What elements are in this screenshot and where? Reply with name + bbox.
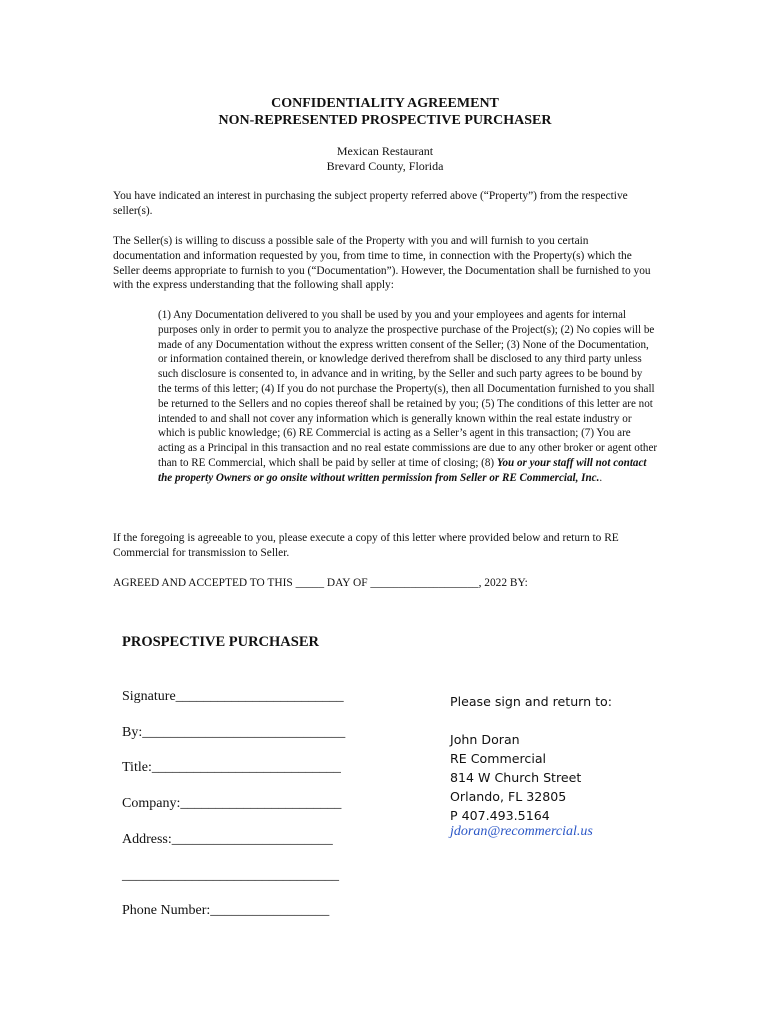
purchaser-heading: PROSPECTIVE PURCHASER — [122, 634, 319, 650]
contact-company: RE Commercial — [450, 751, 547, 766]
conditions-text: (1) Any Documentation delivered to you shall be used by you and your employees and agents for internal purposes only in order to permit you to analyze the prospective purchase of the Project(s); (2) No copies will be made of any Documentation without the express written consent of the Seller; (3) None of the Documentation, or information contained therein, or knowledge derived therefrom shall be disclosed to any third party unless such disclosure is consented to, in advance and in writing, by the Seller and such party agrees to be bound by the terms of this letter; (4) If you do not purchase the Property(s), then all Documentation furnished to you shall be returned to the Sellers and no copies thereof shall be retained by you; (5) The conditions of this letter are not intended to and shall not cover any information which is generally known within the real estate industry or which is public knowledge; (6) RE Commercial is acting as a Seller’s agent in this transaction; (7) You are acting as a Principal in this transaction and no real estate commissions are due to any other broker or agent other than to RE Commercial, which shall be paid by seller at time of closing; (8) — [158, 309, 658, 469]
address-line-2-field[interactable]: _______________________________ — [122, 868, 339, 883]
contact-phone: P 407.493.5164 — [450, 808, 550, 823]
conditions-emphasis: You or your staff will not contact the property Owners or go onsite without written permission from Seller or RE Commercial, Inc. — [158, 456, 647, 484]
property-name: Mexican Restaurant — [336, 144, 434, 158]
execute-paragraph: If the foregoing is agreeable to you, please execute a copy of this letter where provided below and return to RE Commercial for transmission to Seller. — [113, 532, 619, 559]
contact-email-link[interactable]: jdoran@recommercial.us — [450, 824, 593, 839]
title-field[interactable]: Title:___________________________ — [122, 760, 341, 775]
company-field[interactable]: Company:_______________________ — [122, 796, 342, 811]
intro-paragraph: You have indicated an interest in purchasing the subject property referred above (“Property”) from the respective seller(s). — [113, 190, 628, 217]
property-location: Brevard County, Florida — [326, 159, 444, 173]
contact-city: Orlando, FL 32805 — [450, 789, 567, 804]
phone-field[interactable]: Phone Number:_________________ — [122, 903, 330, 918]
document-title: CONFIDENTIALITY AGREEMENT — [271, 96, 499, 111]
seller-paragraph: The Seller(s) is willing to discuss a possible sale of the Property with you and will furnish to you certain documentation and information requested by you, from time to time, in connection with the Property(s) which the Seller deems appropriate to furnish to you (“Documentation”). However, the Documentation shall be furnished to you with the express understanding that the following shall apply: — [113, 235, 651, 292]
conditions-end: . — [599, 471, 603, 484]
agreed-line: AGREED AND ACCEPTED TO THIS _____ DAY OF ___________________, 2022 BY: — [113, 577, 528, 589]
return-instruction: Please sign and return to: — [450, 694, 613, 709]
contact-street: 814 W Church Street — [450, 770, 582, 785]
signature-field[interactable]: Signature________________________ — [122, 689, 344, 704]
address-field[interactable]: Address:_______________________ — [122, 832, 333, 847]
document-subtitle: NON-REPRESENTED PROSPECTIVE PURCHASER — [218, 113, 552, 128]
conditions-paragraph — [158, 308, 658, 486]
by-field[interactable]: By:_____________________________ — [122, 725, 346, 740]
contact-name: John Doran — [450, 732, 520, 747]
